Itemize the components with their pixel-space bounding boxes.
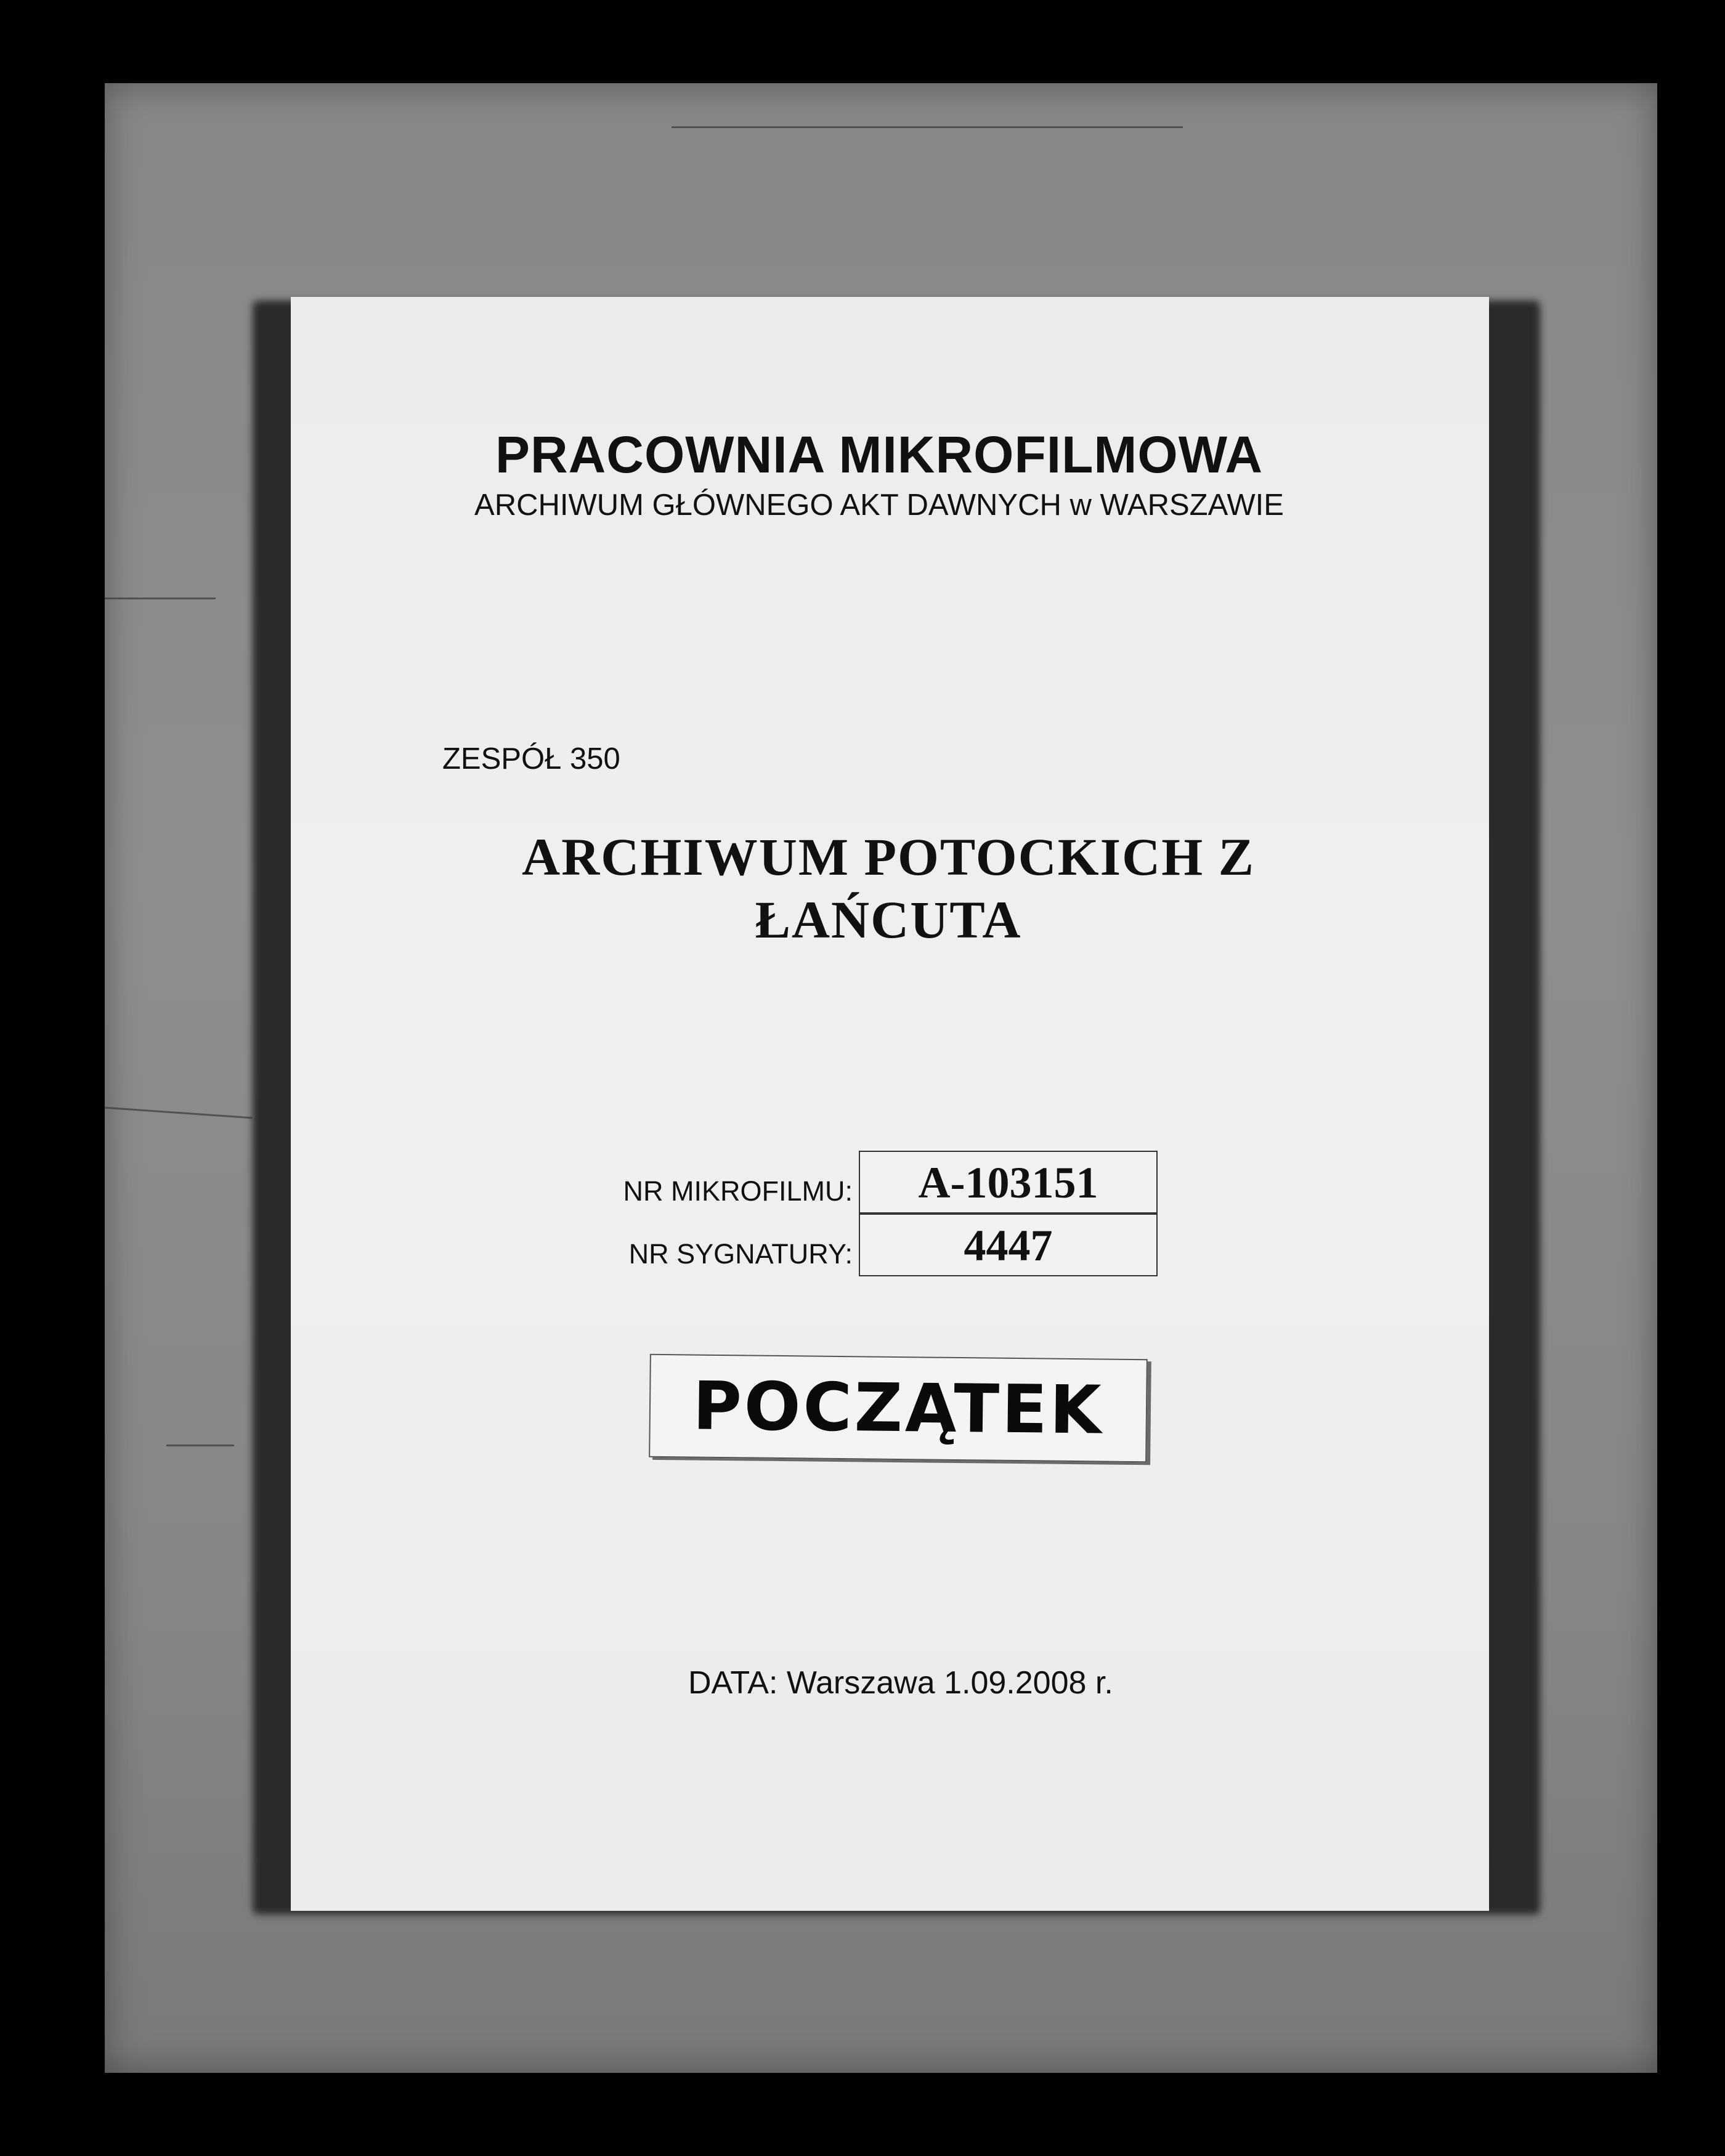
archive-name-line-2: ŁAŃCUTA bbox=[755, 890, 1022, 949]
microfilm-number-box: A-103151 bbox=[859, 1151, 1158, 1214]
fold-line-left-3 bbox=[166, 1445, 234, 1446]
start-stamp-text: POCZĄTEK bbox=[692, 1368, 1105, 1449]
fold-line-left-1 bbox=[105, 598, 216, 599]
start-stamp bbox=[649, 1354, 1148, 1462]
fold-line-left-2 bbox=[105, 1107, 253, 1119]
signature-number-box: 4447 bbox=[859, 1214, 1158, 1276]
fold-line-top bbox=[672, 126, 1183, 128]
org-subtitle: ARCHIWUM GŁÓWNEGO AKT DAWNYCH w WARSZAWIE bbox=[474, 488, 1284, 522]
archive-name bbox=[445, 825, 1332, 951]
org-title: PRACOWNIA MIKROFILMOWA bbox=[495, 426, 1264, 484]
microfilm-label: NR MIKROFILMU: bbox=[623, 1175, 853, 1207]
fonds-number: ZESPÓŁ 350 bbox=[442, 742, 620, 776]
date-line: DATA: Warszawa 1.09.2008 r. bbox=[688, 1665, 1113, 1701]
signature-label: NR SYGNATURY: bbox=[628, 1238, 853, 1270]
document-page bbox=[291, 297, 1489, 1911]
archive-name-line-1: ARCHIWUM POTOCKICH Z bbox=[522, 827, 1255, 886]
